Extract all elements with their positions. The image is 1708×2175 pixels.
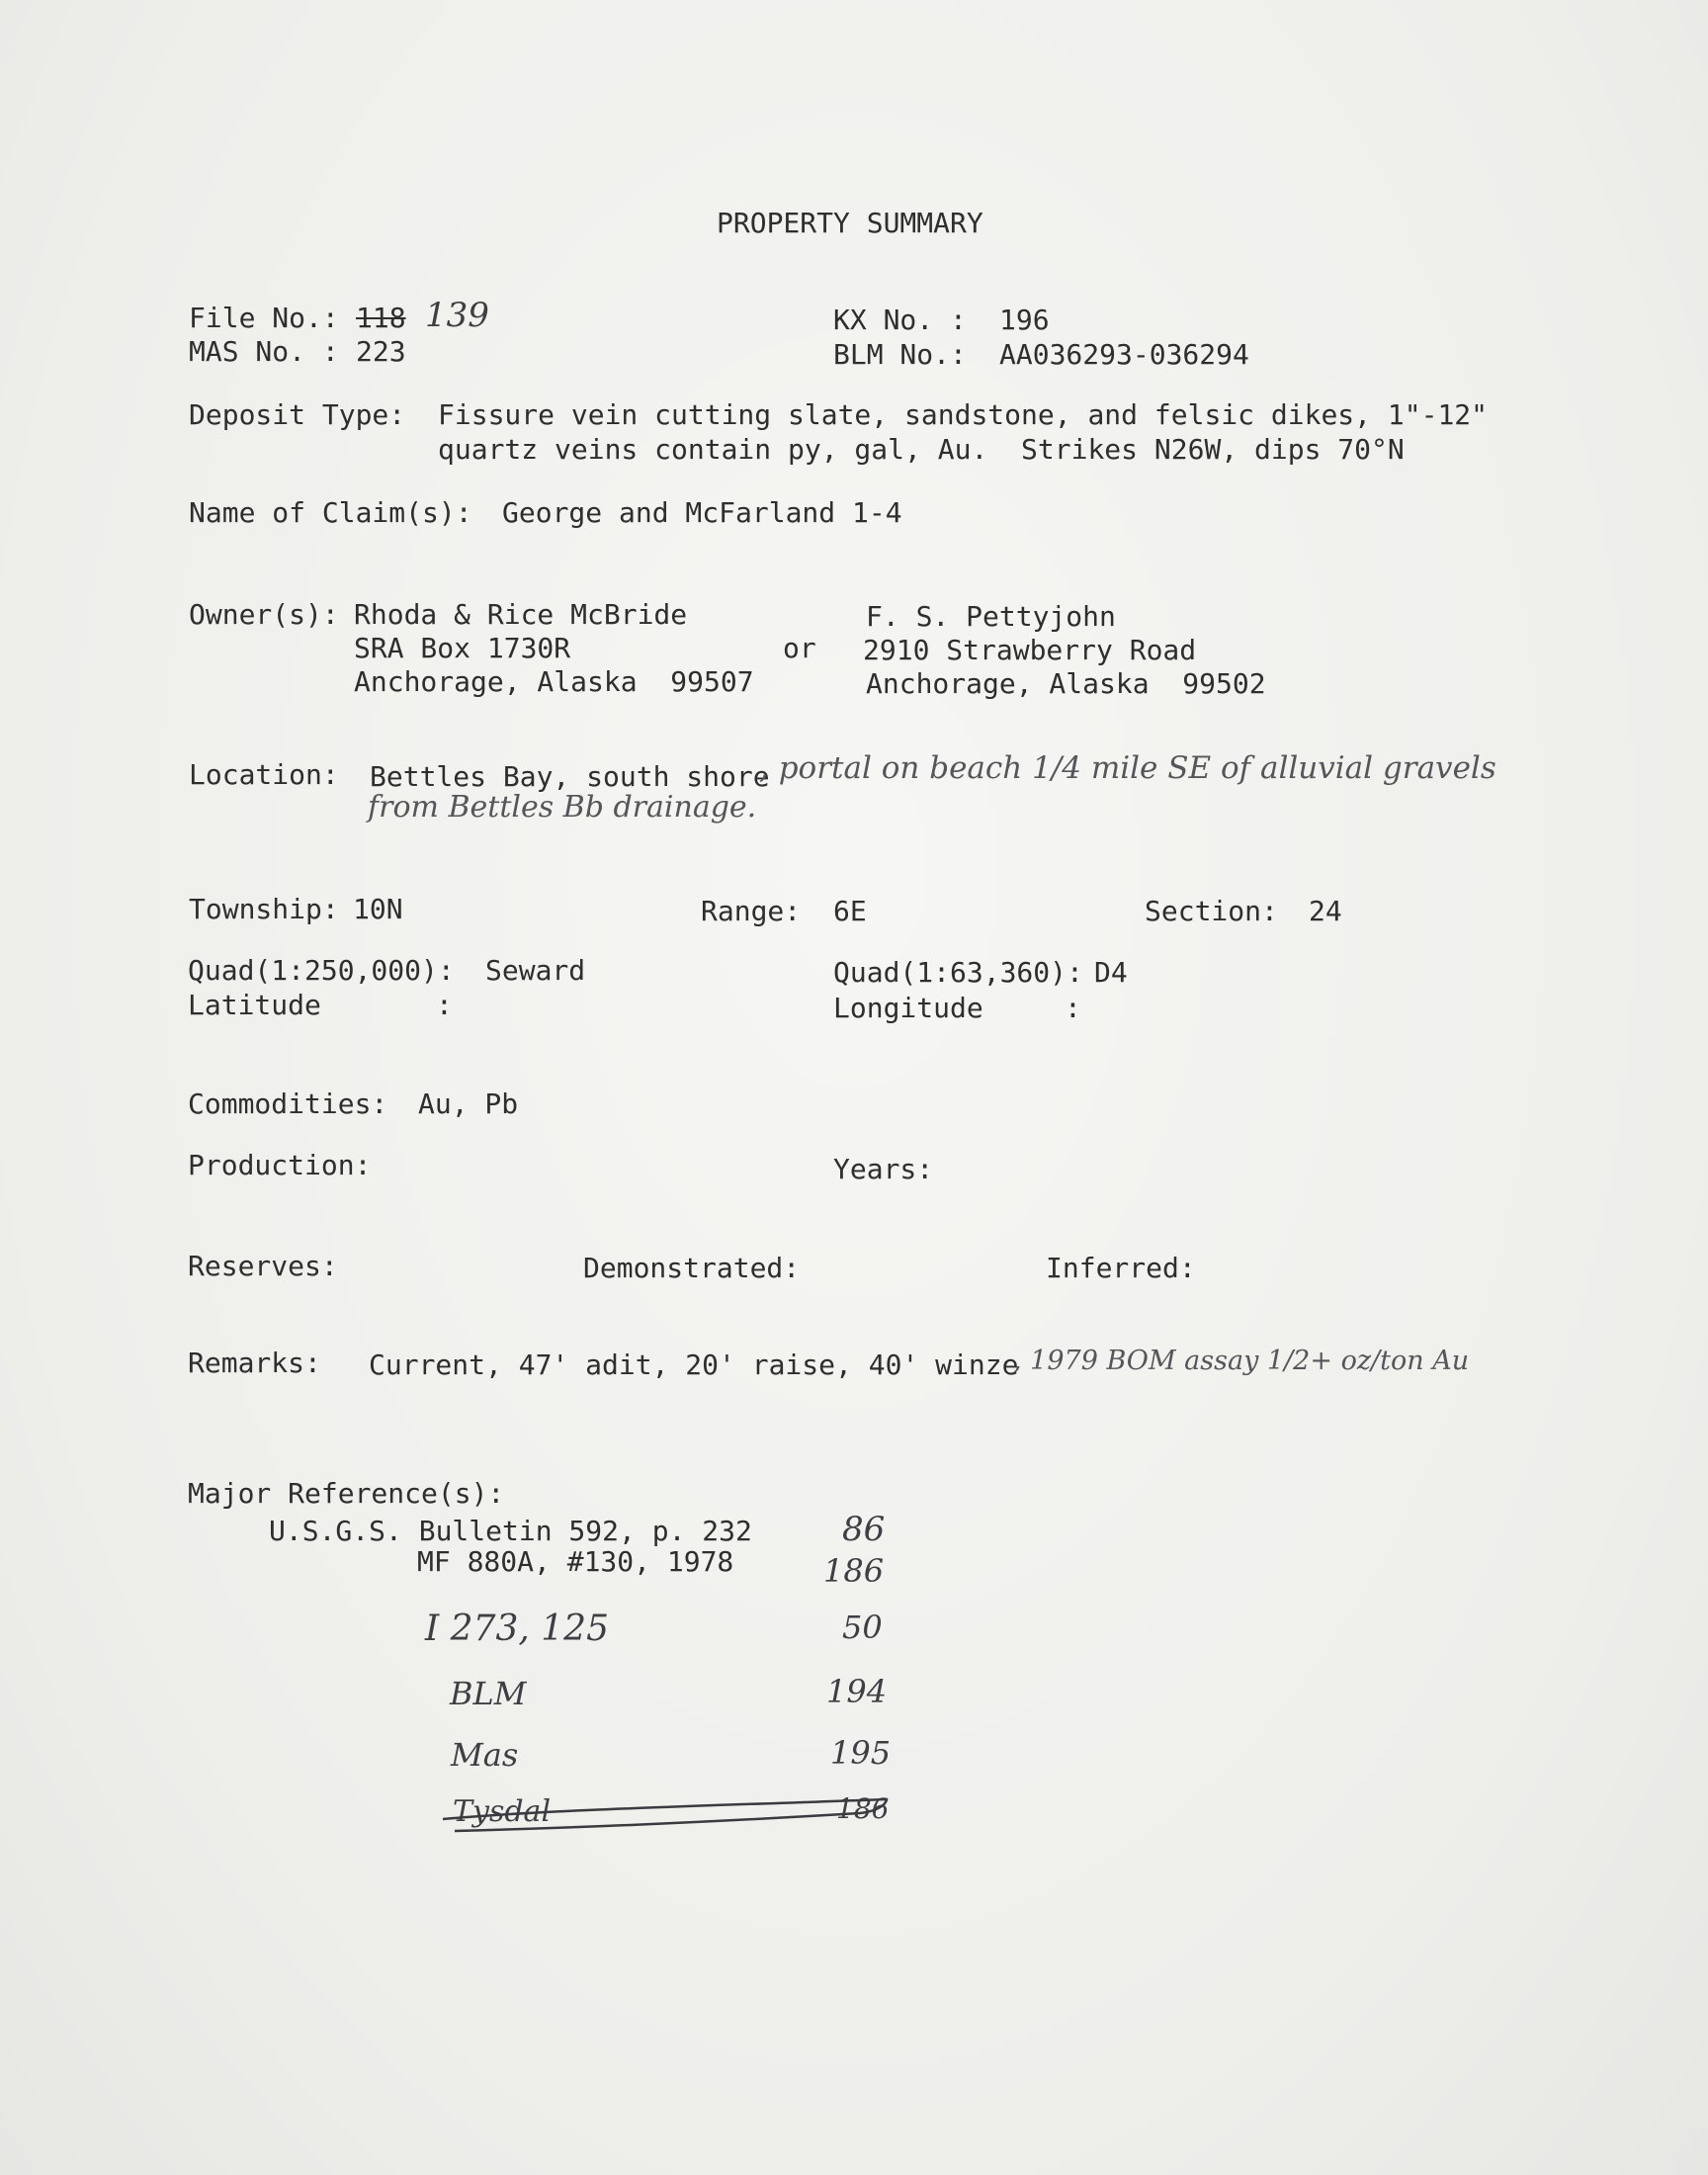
- latitude-sep: :: [436, 989, 453, 1021]
- location-typed: Bettles Bay, south shore: [370, 760, 770, 793]
- reference-typed-2-page: 186: [823, 1552, 885, 1590]
- strikethrough-line: [435, 1787, 899, 1837]
- township-value: 10N: [353, 893, 403, 925]
- longitude-label: Longitude: [833, 992, 983, 1024]
- file-no-handwritten-value: 139: [425, 296, 489, 335]
- latitude-label: Latitude: [188, 989, 321, 1021]
- deposit-type-line1: Fissure vein cutting slate, sandstone, and felsic dikes, 1"-12": [438, 398, 1489, 431]
- reference-hw-3-page: 195: [830, 1734, 892, 1772]
- reference-hw-2: BLM: [450, 1675, 527, 1712]
- owners-label: Owner(s):: [189, 598, 339, 631]
- owners-or: or: [783, 632, 816, 664]
- remarks-label: Remarks:: [188, 1347, 321, 1379]
- blm-no-label: BLM No.:: [833, 338, 967, 371]
- blm-no-value: AA036293-036294: [999, 338, 1249, 371]
- quad-250-label: Quad(1:250,000):: [188, 954, 455, 987]
- quad-63-value: D4: [1094, 956, 1128, 989]
- reserves-label: Reserves:: [188, 1250, 338, 1282]
- section-label: Section:: [1145, 895, 1278, 927]
- mas-no-value: 223: [356, 335, 406, 368]
- commodities-label: Commodities:: [188, 1088, 388, 1120]
- claims-label: Name of Claim(s):: [189, 496, 472, 529]
- location-handwritten-line1: , portal on beach 1/4 mile SE of alluvial gravels: [759, 750, 1496, 786]
- kx-no-label: KX No. :: [833, 304, 967, 336]
- file-no-struck-value: 118: [356, 302, 406, 334]
- reference-typed-1-page: 86: [842, 1510, 886, 1549]
- demonstrated-label: Demonstrated:: [583, 1252, 801, 1284]
- reference-hw-4-page-struck: 186: [836, 1792, 890, 1825]
- owner1-name: Rhoda & Rice McBride: [354, 598, 688, 631]
- file-no-label: File No.:: [189, 302, 339, 334]
- owner2-address: 2910 Strawberry Road: [863, 634, 1197, 666]
- remarks-typed: Current, 47' adit, 20' raise, 40' winze: [369, 1348, 1019, 1381]
- reference-typed-2: MF 880A, #130, 1978: [417, 1545, 734, 1578]
- reference-hw-1-page: 50: [842, 1609, 883, 1646]
- years-label: Years:: [833, 1153, 934, 1185]
- owner1-city: Anchorage, Alaska 99507: [354, 665, 754, 698]
- location-label: Location:: [189, 758, 339, 791]
- township-label: Township:: [189, 893, 339, 925]
- reference-hw-2-page: 194: [826, 1673, 888, 1710]
- inferred-label: Inferred:: [1046, 1252, 1196, 1284]
- mas-no-label: MAS No. :: [189, 335, 339, 368]
- page-title: PROPERTY SUMMARY: [717, 207, 983, 239]
- section-value: 24: [1309, 895, 1342, 927]
- quad-250-value: Seward: [485, 954, 586, 987]
- deposit-type-line2: quartz veins contain py, gal, Au. Strikes N26W, dips 70°N: [438, 433, 1405, 466]
- quad-63-label: Quad(1:63,360):: [833, 956, 1083, 989]
- location-handwritten-line2: from Bettles Bb drainage.: [368, 790, 757, 825]
- reference-hw-4-struck: Tysdal: [453, 1794, 552, 1829]
- remarks-handwritten: , 1979 BOM assay 1/2+ oz/ton Au: [1013, 1346, 1470, 1376]
- owner1-address: SRA Box 1730R: [354, 632, 571, 664]
- longitude-sep: :: [1065, 992, 1081, 1024]
- reference-hw-1: I 273, 125: [425, 1609, 609, 1649]
- references-label: Major Reference(s):: [188, 1477, 505, 1510]
- commodities-value: Au, Pb: [418, 1088, 519, 1120]
- owner2-name: F. S. Pettyjohn: [866, 600, 1116, 633]
- owner2-city: Anchorage, Alaska 99502: [866, 667, 1266, 700]
- range-value: 6E: [833, 895, 867, 927]
- reference-hw-3: Mas: [451, 1736, 519, 1774]
- claims-value: George and McFarland 1-4: [502, 496, 902, 529]
- kx-no-value: 196: [999, 304, 1050, 336]
- range-label: Range:: [701, 895, 802, 927]
- reference-typed-1: U.S.G.S. Bulletin 592, p. 232: [269, 1515, 752, 1547]
- deposit-type-label: Deposit Type:: [189, 398, 406, 431]
- production-label: Production:: [188, 1149, 372, 1181]
